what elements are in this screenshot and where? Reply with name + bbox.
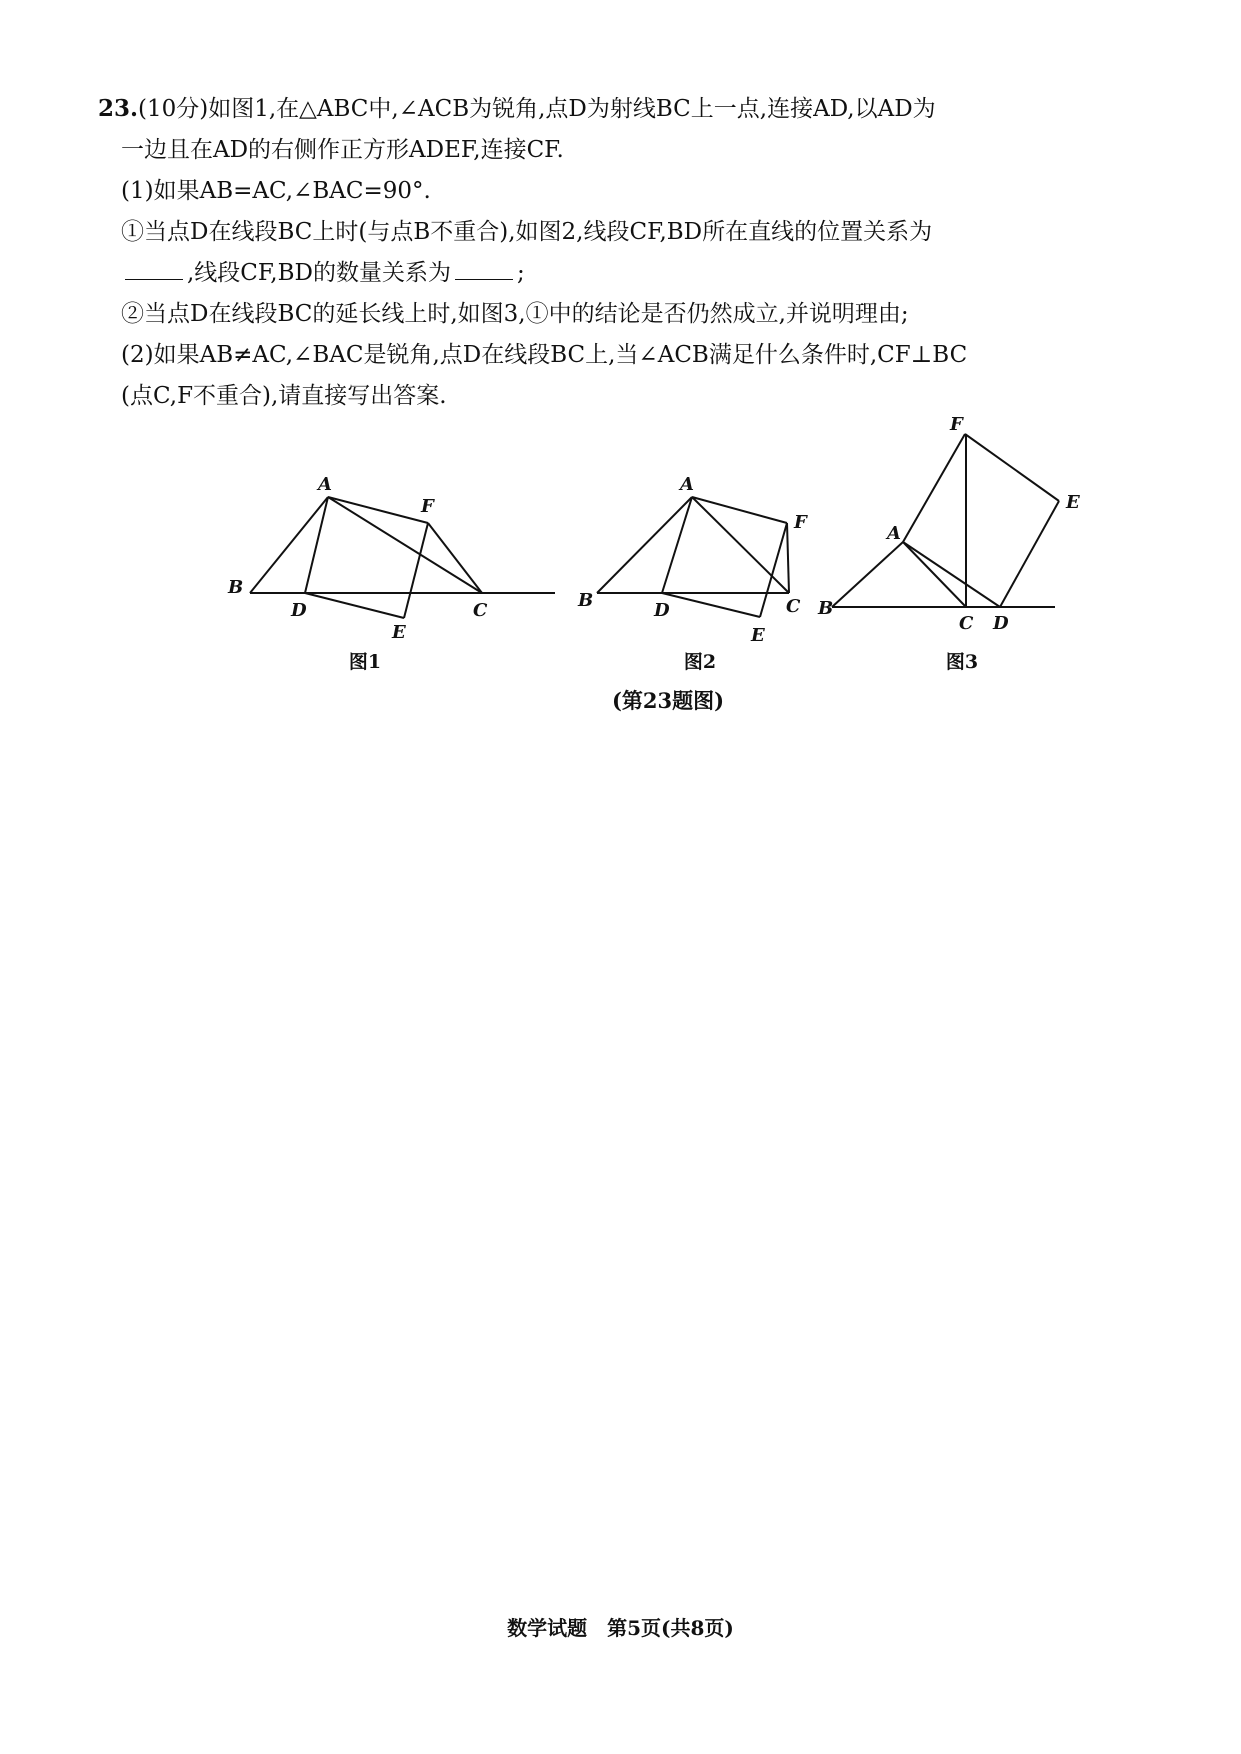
part2-line2: (点C,F不重合),请直接写出答案. (121, 383, 447, 409)
fig1-label-c: C (473, 600, 488, 621)
footer-subject: 数学试题 (507, 1616, 588, 1640)
figures-group-caption: (第23题图) (611, 688, 725, 713)
fig2-label-d: D (654, 600, 670, 621)
page-footer (0, 1612, 1241, 1641)
fig2-caption: 图2 (683, 651, 717, 673)
question-intro-text: (10分)如图1,在△ABC中,∠ACB为锐角,点D为射线BC上一点,连接AD,以AD为 (138, 96, 936, 122)
fig3-label-b: B (818, 598, 834, 619)
geometry-figures (0, 0, 1241, 760)
fig3-caption: 图3 (945, 651, 979, 673)
question-intro-line2: 一边且在AD的右侧作正方形ADEF,连接CF. (121, 137, 564, 163)
fig2-label-b: B (578, 590, 594, 611)
fig2-label-a: A (680, 474, 694, 495)
fig1-label-b: B (228, 577, 244, 598)
subquestion-1-line1: ①当点D在线段BC上时(与点B不重合),如图2,线段CF,BD所在直线的位置关系为 (121, 219, 933, 245)
footer-page-number: 第5页(共8页) (607, 1616, 734, 1640)
fig2-label-c: C (786, 596, 801, 617)
fig3-label-d: D (993, 613, 1009, 634)
subquestion-1-mid-text: ,线段CF,BD的数量关系为 (187, 260, 451, 286)
subquestion-2: ②当点D在线段BC的延长线上时,如图3,①中的结论是否仍然成立,并说明理由; (121, 301, 909, 327)
fig1-caption: 图1 (348, 651, 382, 673)
fig1-label-d: D (291, 600, 307, 621)
fig2-label-f: F (794, 512, 807, 533)
question-number: 23. (98, 95, 139, 122)
fig1-label-e: E (392, 622, 406, 643)
fig3-label-e: E (1066, 492, 1080, 513)
fig2-label-e: E (751, 625, 765, 646)
part2-line1: (2)如果AB≠AC,∠BAC是锐角,点D在线段BC上,当∠ACB满足什么条件时,CF⊥BC (121, 342, 968, 368)
figures-area (0, 0, 1241, 760)
figure-2-lines (597, 497, 789, 617)
figure-3-lines (832, 434, 1059, 607)
fig3-label-c: C (959, 613, 974, 634)
fig1-label-f: F (421, 496, 434, 517)
fig1-label-a: A (318, 474, 332, 495)
part1-heading: (1)如果AB=AC,∠BAC=90°. (121, 178, 431, 204)
subquestion-1-end-text: ; (516, 260, 525, 286)
fig3-label-a: A (887, 523, 901, 544)
fig3-label-f: F (950, 414, 963, 435)
